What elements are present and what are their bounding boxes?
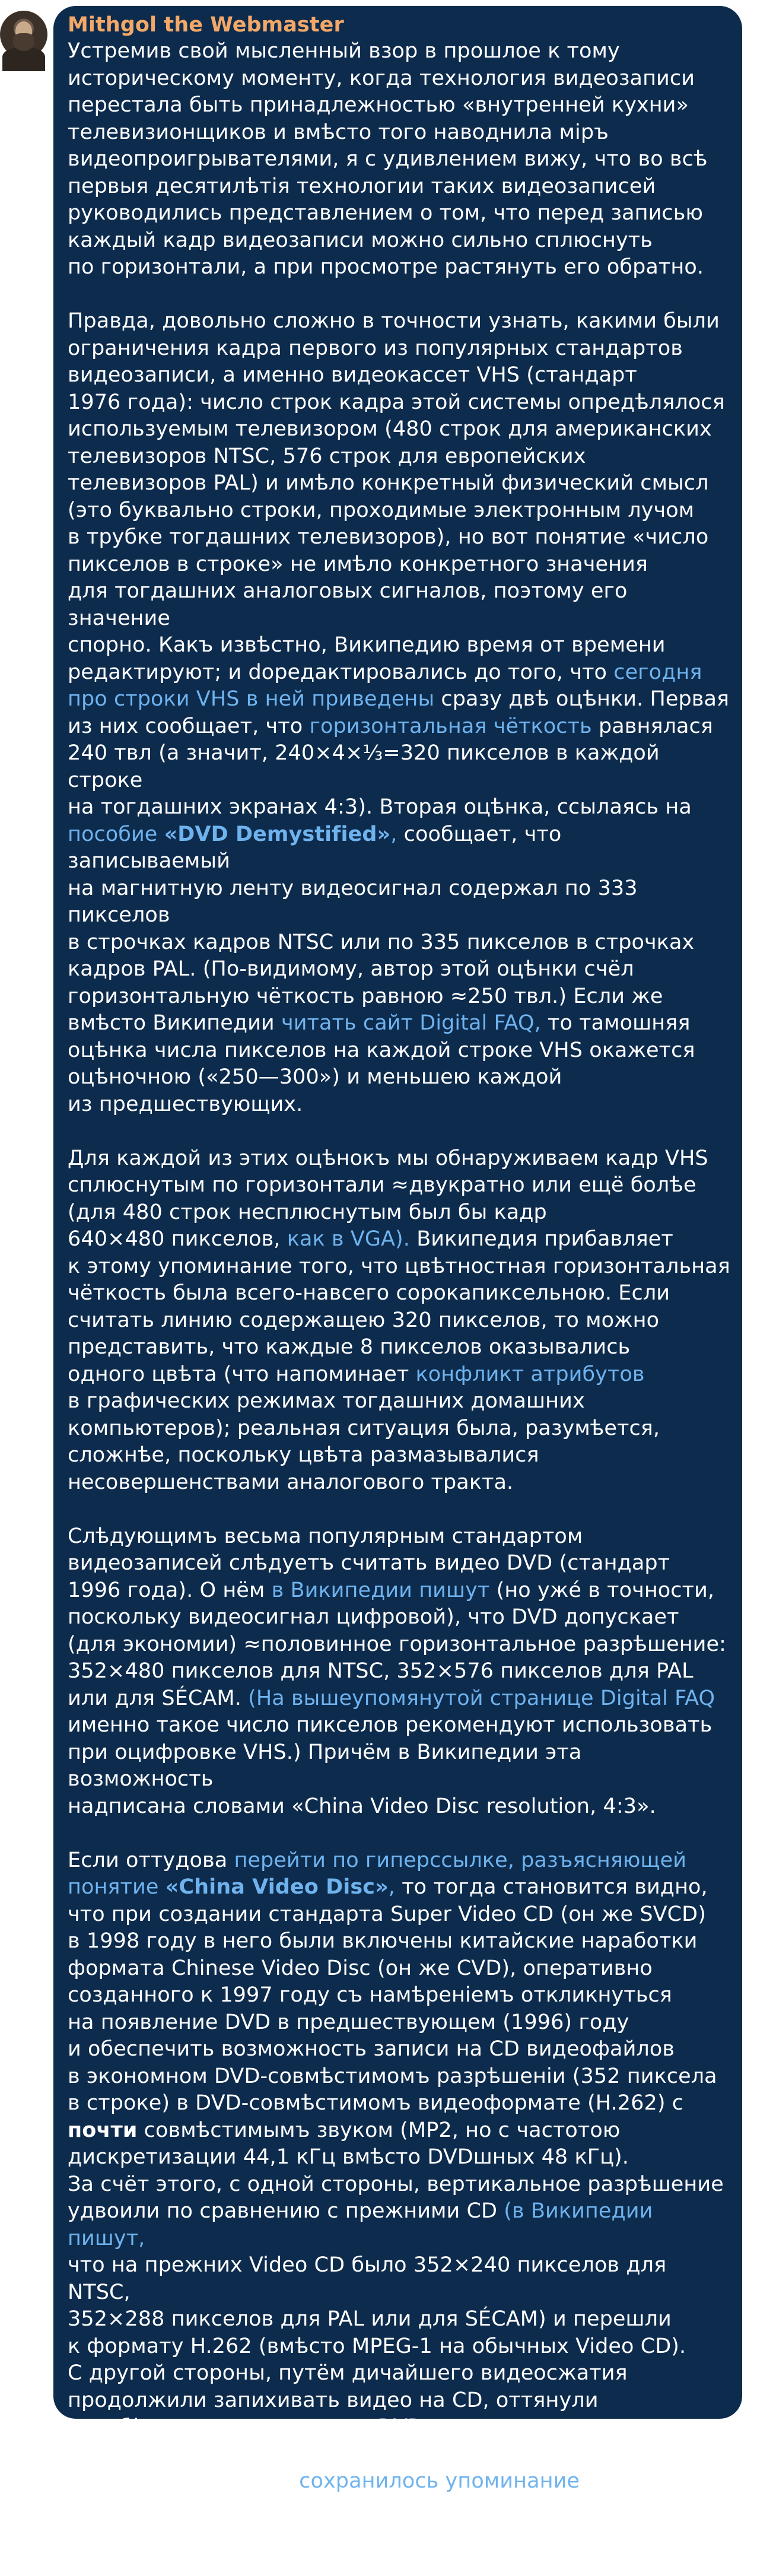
- hyperlink[interactable]: понятие «China Video Disc»,: [68, 1875, 395, 1899]
- text-line: на появление DVD в предшествующем (1996) году: [68, 2009, 730, 2037]
- text-line: пособие «DVD Demystified», сообщает, что записываемый: [68, 821, 730, 875]
- text-line: в экономном DVD-совмѣстимомъ разрѣшеніи (352 пиксела: [68, 2063, 730, 2091]
- avatar-shoulders: [2, 47, 45, 71]
- text-line: почти совмѣстимымъ звуком (MP2, но с частотою: [68, 2117, 730, 2145]
- text-line: формата Chinese Video Disc (он же CVD), оперативно: [68, 1955, 730, 1983]
- hyperlink[interactable]: конфликт атрибутов: [416, 1362, 645, 1386]
- hyperlink[interactable]: читать сайт Digital FAQ,: [281, 1011, 541, 1035]
- text-line: в 1998 году в него были включены китайские наработки: [68, 1928, 730, 1955]
- message-paragraph: [68, 38, 730, 281]
- text-line: кадров PAL. (По-видимому, автор этой оцѣнки счёл: [68, 956, 730, 983]
- text-line: (для экономии) ≈половинное горизонтальное разрѣшение:: [68, 1631, 730, 1659]
- text-line: продолжили запихивать видео на CD, оттянули: [68, 2387, 730, 2415]
- text-line: (для 480 строк несплюснутым был бы кадр: [68, 1199, 730, 1227]
- hyperlink[interactable]: сегодня: [613, 660, 702, 684]
- text-line: используемым телевизором (480 строк для американских: [68, 416, 730, 443]
- hyperlink[interactable]: сохранилось упоминание: [299, 2469, 580, 2493]
- avatar-beard: [13, 33, 34, 51]
- text-line: в графических режимах тогдашних домашних: [68, 1388, 730, 1415]
- text-line: одного цвѣта (что напоминает конфликт атрибутов: [68, 1361, 730, 1389]
- text-line: в строчках кадров NTSC или по 335 пикселов в строчках: [68, 929, 730, 957]
- text-line: Если оттудова перейти по гиперссылке, разъясняющей: [68, 1847, 730, 1875]
- text-line: телевизионщиков и вмѣсто того наводнила мiръ: [68, 119, 730, 147]
- text-line: именно такое число пикселов рекомендуют использовать: [68, 1712, 730, 1739]
- text-line: и обеспечить возможность записи на CD видеофайлов: [68, 2036, 730, 2063]
- text-line: британского цифрового телевѣщанія.: [68, 2549, 730, 2576]
- hyperlink[interactable]: (На вышеупомянутой странице Digital FAQ: [248, 1686, 715, 1710]
- text-line: неизбѣжность перехода на DVD.: [68, 2414, 730, 2441]
- text-line: компьютеров); реальная ситуация была, разумѣется,: [68, 1415, 730, 1443]
- text-line: Устремив свой мысленный взор в прошлое к тому: [68, 38, 730, 65]
- text-line: Слѣдующимъ весьма популярным стандартом: [68, 1523, 730, 1551]
- message-bubble: [53, 6, 742, 2419]
- text-line: несовершенствами аналогового тракта.: [68, 1469, 730, 1497]
- text-line: поскольку видеосигнал цифровой), что DVD допускает: [68, 1604, 730, 1631]
- text-line: перестала быть принадлежностью «внутренней кухни»: [68, 92, 730, 119]
- text-line: оцѣнка числа пикселов на каждой строке VHS окажется: [68, 1037, 730, 1065]
- text-line: За счёт этого, с одной стороны, вертикальное разрѣшение: [68, 2171, 730, 2199]
- text-line: надписана словами «China Video Disc resolution, 4:3».: [68, 1793, 730, 1821]
- text-line: каждый кадр видеозаписи можно сильно сплюснуть: [68, 227, 730, 255]
- text-line: видеопроигрывателями, я с удивлением вижу, что во всѣ: [68, 146, 730, 173]
- text-line: из них сообщает, что горизонтальная чёткость равнялася: [68, 713, 730, 741]
- text-line: 1976 года): число строк кадра этой системы опредѣлялося: [68, 389, 730, 417]
- paragraph-gap: [68, 1496, 730, 1523]
- text-line: сплюснутым по горизонтали ≈двукратно или ещё болѣе: [68, 1172, 730, 1199]
- text-line: про строки VHS в ней приведены сразу двѣ оцѣнки. Первая: [68, 686, 730, 713]
- text-line: оцѣночною («250—300») и меньшею каждой: [68, 1064, 730, 1091]
- paragraph-gap: [68, 281, 730, 309]
- text-line: созданного к 1997 году съ намѣреніемъ откликнуться: [68, 1982, 730, 2009]
- text-line: видеозаписей слѣдуетъ считать видео DVD (стандарт: [68, 1550, 730, 1577]
- hyperlink[interactable]: (в Википедии пишут,: [68, 2199, 653, 2250]
- text-line: горизонтальную чёткость равною ≈250 твл.) Если же: [68, 983, 730, 1011]
- text-line: Для каждой из этих оцѣнокъ мы обнаруживаем кадр VHS: [68, 1145, 730, 1173]
- text-line: считать линию содержащею 320 пикселов, то можно: [68, 1307, 730, 1335]
- message-paragraph: [68, 2468, 730, 2576]
- author-avatar[interactable]: [0, 11, 47, 58]
- text-line: 240 твл (а значит, 240×4×⅓=320 пикселов в каждой строке: [68, 740, 730, 794]
- text-line: в строке) в DVD-совмѣстимомъ видеоформате (H.262) с: [68, 2090, 730, 2117]
- hyperlink[interactable]: как в VGA).: [287, 1227, 410, 1251]
- message-text: [68, 38, 730, 2576]
- text-line: 1996 года). О нём в Википедии пишут (но ужé в точности,: [68, 1577, 730, 1605]
- text-line: сложнѣе, поскольку цвѣта размазывалися: [68, 1442, 730, 1469]
- text-line: что на прежних Video CD было 352×240 пикселов для NTSC,: [68, 2252, 730, 2306]
- text-line: что ещё в 2009 году сплюснутыми по горизонтали: [68, 2495, 730, 2523]
- hyperlink[interactable]: перейти по гиперссылке, разъясняющей: [234, 1848, 686, 1872]
- text-line: руководились представлением о том, что перед записью: [68, 200, 730, 227]
- text-line: в трубке тогдашних телевизоров), но вот понятие «число: [68, 524, 730, 551]
- text-line: редактируют; и doредактировались до того, что сегодня: [68, 659, 730, 687]
- text-line: телевизоров NTSC, 576 строк для европейских: [68, 443, 730, 471]
- message-paragraph: [68, 1145, 730, 1497]
- message-paragraph: [68, 1847, 730, 2441]
- message-paragraph: [68, 1523, 730, 1821]
- paragraph-gap: [68, 1820, 730, 1847]
- text-line: к формату H.262 (вмѣсто MPEG-1 на обычных Video CD).: [68, 2333, 730, 2361]
- text-line: на тогдашних экранах 4:3). Вторая оцѣнка, ссылаясь на: [68, 794, 730, 821]
- text-line: 352×288 пикселов для PAL или для SÉCAM) и перешли: [68, 2306, 730, 2333]
- text-line: 640×480 пикселов, как в VGA). Википедия прибавляет: [68, 1226, 730, 1253]
- text-line: пикселов в строке» не имѣло конкретного значения: [68, 551, 730, 579]
- text-line: С другой стороны, путём дичайшего видеосжатия: [68, 2360, 730, 2387]
- text-line: при оцифровке VHS.) Причём в Википедии эта возможность: [68, 1739, 730, 1793]
- text-line: 352×480 пикселов для NTSC, 352×576 пикселов для PAL: [68, 1658, 730, 1685]
- text-line: из предшествующих.: [68, 1091, 730, 1119]
- text-line: (до 544×576 пикселов) были кадры нѣсколькихъ каналов: [68, 2522, 730, 2549]
- paragraph-gap: [68, 1118, 730, 1145]
- hyperlink[interactable]: про строки VHS в ней приведены: [68, 687, 434, 711]
- message-paragraph: [68, 308, 730, 1118]
- text-line: понятие «China Video Disc», то тогда становится видно,: [68, 1874, 730, 1901]
- text-line: к этому упоминание того, что цвѣтностная горизонтальная: [68, 1253, 730, 1281]
- text-line: или для SÉCAM. (На вышеупомянутой странице Digital FAQ: [68, 1685, 730, 1713]
- author-name[interactable]: Mithgol the Webmaster: [68, 12, 730, 38]
- text-line: спорно. Какъ извѣстно, Википедию время от времени: [68, 632, 730, 659]
- text-line: вмѣсто Википедии читать сайт Digital FAQ, то тамошняя: [68, 1010, 730, 1037]
- text-line: представить, что каждые 8 пикселов оказывались: [68, 1334, 730, 1361]
- hyperlink[interactable]: горизонтальная чёткость: [309, 714, 591, 738]
- text-line: первыя десятилѣтія технологии таких видеозаписей: [68, 173, 730, 201]
- text-line: историческому моменту, когда технология видеозаписи: [68, 65, 730, 93]
- text-line: по горизонтали, а при просмотре растянуть его обратно.: [68, 254, 730, 281]
- text-line: В Архиве Интернета сохранилось упоминание и о том,: [68, 2468, 730, 2495]
- text-line: что при создании стандарта Super Video CD (он же SVCD): [68, 1901, 730, 1929]
- hyperlink[interactable]: в Википедии пишут: [272, 1578, 490, 1602]
- text-line: (это буквально строки, проходимые электронным лучом: [68, 497, 730, 525]
- text-line: телевизоров PAL) и имѣло конкретный физический смысл: [68, 470, 730, 497]
- text-line: видеозаписи, а именно видеокассет VHS (стандарт: [68, 362, 730, 389]
- text-line: Правда, довольно сложно в точности узнать, какими были: [68, 308, 730, 335]
- text-line: чёткость была всего-навсего сорокапиксельною. Если: [68, 1280, 730, 1307]
- paragraph-gap: [68, 2441, 730, 2469]
- text-line: ограничения кадра первого из популярных стандартов: [68, 335, 730, 363]
- text-line: для тогдашних аналоговых сигналов, поэтому его значение: [68, 578, 730, 632]
- bold-text: почти: [68, 2118, 137, 2142]
- hyperlink[interactable]: пособие «DVD Demystified»,: [68, 822, 397, 846]
- text-line: удвоили по сравнению с прежними CD (в Википедии пишут,: [68, 2198, 730, 2252]
- text-line: на магнитную ленту видеосигнал содержал по 333 пикселов: [68, 875, 730, 929]
- text-line: дискретизации 44,1 кГц вмѣсто DVDшных 48 кГц).: [68, 2144, 730, 2171]
